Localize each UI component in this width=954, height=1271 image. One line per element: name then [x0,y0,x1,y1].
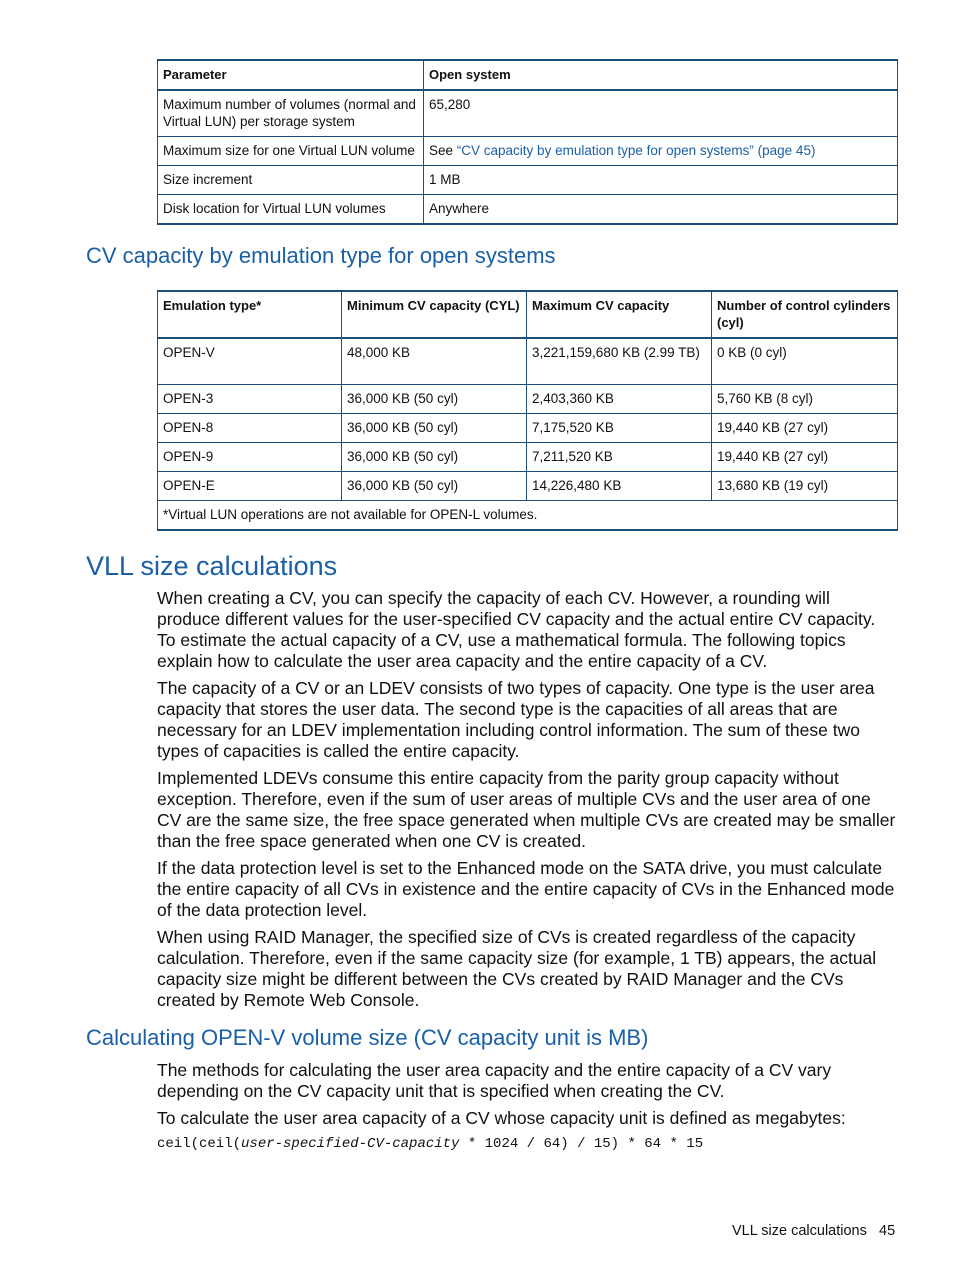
parameters-table [157,59,898,225]
cv-capacity-table [157,290,898,531]
value-cell: 1 MB [424,166,898,195]
cell-min: 36,000 KB (50 cyl) [342,442,527,471]
footer-page-number: 45 [879,1223,896,1239]
paragraph: Implemented LDEVs consume this entire capacity from the parity group capacity without exception. Therefore, even if the sum of user areas of multiple CVs and the user area of one CV are the same size, the free space generated when multiple CVs are created may be smaller than the free space generated when one CV is created. [157,768,896,851]
cell-min: 36,000 KB (50 cyl) [342,471,527,500]
cell-control: 5,760 KB (8 cyl) [712,384,898,413]
value-cell: Anywhere [424,195,898,225]
paragraph: The methods for calculating the user area capacity and the entire capacity of a CV vary depending on the CV capacity unit that is specified when creating the CV. [157,1060,832,1101]
paragraph: When using RAID Manager, the specified size of CVs is created regardless of the capacity calculation. Therefore, even if the same capacity size (for example, 1 TB) appears, the actual capacity size might be different between the CVs created by RAID Manager and the CVs created by Remote Web Console. [157,927,877,1010]
table-row [158,471,898,500]
param-cell: Disk location for Virtual LUN volumes [158,195,424,225]
table-row [158,90,898,137]
table-row [158,137,898,166]
paragraph: To calculate the user area capacity of a CV whose capacity unit is defined as megabytes: [157,1108,846,1128]
section-heading-open-v-size: Calculating OPEN-V volume size (CV capacity unit is MB) [86,1025,649,1050]
cell-emulation: OPEN-V [158,338,342,384]
cell-min: 48,000 KB [342,338,527,384]
table-header-row [158,60,898,90]
paragraph: The capacity of a CV or an LDEV consists of two types of capacity. One type is the user area capacity that stores the user data. The second type is the capacities of all areas that are necessary for an LDEV implementation including control information. The sum of these two types of capacities is called the entire capacity. [157,678,875,761]
value-cell [424,137,898,166]
cell-emulation: OPEN-9 [158,442,342,471]
param-cell: Size increment [158,166,424,195]
formula-suffix: * 1024 / 64) / 15) * 64 * 15 [459,1136,704,1152]
section-heading-vll-size: VLL size calculations [86,551,338,581]
cell-control: 19,440 KB (27 cyl) [712,442,898,471]
cell-max: 7,211,520 KB [527,442,712,471]
cell-min: 36,000 KB (50 cyl) [342,413,527,442]
cell-control: 19,440 KB (27 cyl) [712,413,898,442]
header-emulation-type: Emulation type* [158,291,342,338]
table-row [158,442,898,471]
cell-min: 36,000 KB (50 cyl) [342,384,527,413]
table-row [158,413,898,442]
footer-section-name: VLL size calculations [732,1223,867,1239]
formula-variable: user-specified-CV-capacity [241,1136,460,1152]
cell-max: 14,226,480 KB [527,471,712,500]
cell-max: 7,175,520 KB [527,413,712,442]
cell-emulation: OPEN-3 [158,384,342,413]
value-cell: 65,280 [424,90,898,137]
table-row [158,166,898,195]
table-row [158,338,898,384]
table-header-row [158,291,898,338]
table-footnote: *Virtual LUN operations are not available for OPEN-L volumes. [158,500,898,530]
paragraph: If the data protection level is set to the Enhanced mode on the SATA drive, you must calculate the entire capacity of all CVs in existence and the entire capacity of CVs in the Enhanced mode of the data protection level. [157,858,895,920]
table-footnote-row [158,500,898,530]
cv-capacity-link[interactable]: “CV capacity by emulation type for open systems” (page 45) [456,143,816,158]
param-cell: Maximum size for one Virtual LUN volume [158,137,424,166]
param-cell: Maximum number of volumes (normal and Virtual LUN) per storage system [158,90,424,137]
header-control-cylinders: Number of control cylinders (cyl) [712,291,898,338]
cell-max: 2,403,360 KB [527,384,712,413]
cell-control: 0 KB (0 cyl) [712,338,898,384]
cell-max: 3,221,159,680 KB (2.99 TB) [527,338,712,384]
header-parameter: Parameter [158,60,424,90]
header-max-cv-capacity: Maximum CV capacity [527,291,712,338]
header-open-system: Open system [424,60,898,90]
see-prefix: See [429,143,457,158]
table-row [158,195,898,225]
header-min-cv-capacity: Minimum CV capacity (CYL) [342,291,527,338]
table-row [158,384,898,413]
formula-code [157,1136,703,1152]
cell-emulation: OPEN-8 [158,413,342,442]
formula-prefix: ceil(ceil( [157,1136,242,1152]
cell-control: 13,680 KB (19 cyl) [712,471,898,500]
cell-emulation: OPEN-E [158,471,342,500]
paragraph: When creating a CV, you can specify the capacity of each CV. However, a rounding will produce different values for the user-specified CV capacity and the actual entire CV capacity. To estimate the actual capacity of a CV, use a mathematical formula. The following topics explain how to calculate the user area capacity and the entire capacity of a CV. [157,588,876,671]
section-heading-cv-capacity: CV capacity by emulation type for open systems [86,243,556,268]
